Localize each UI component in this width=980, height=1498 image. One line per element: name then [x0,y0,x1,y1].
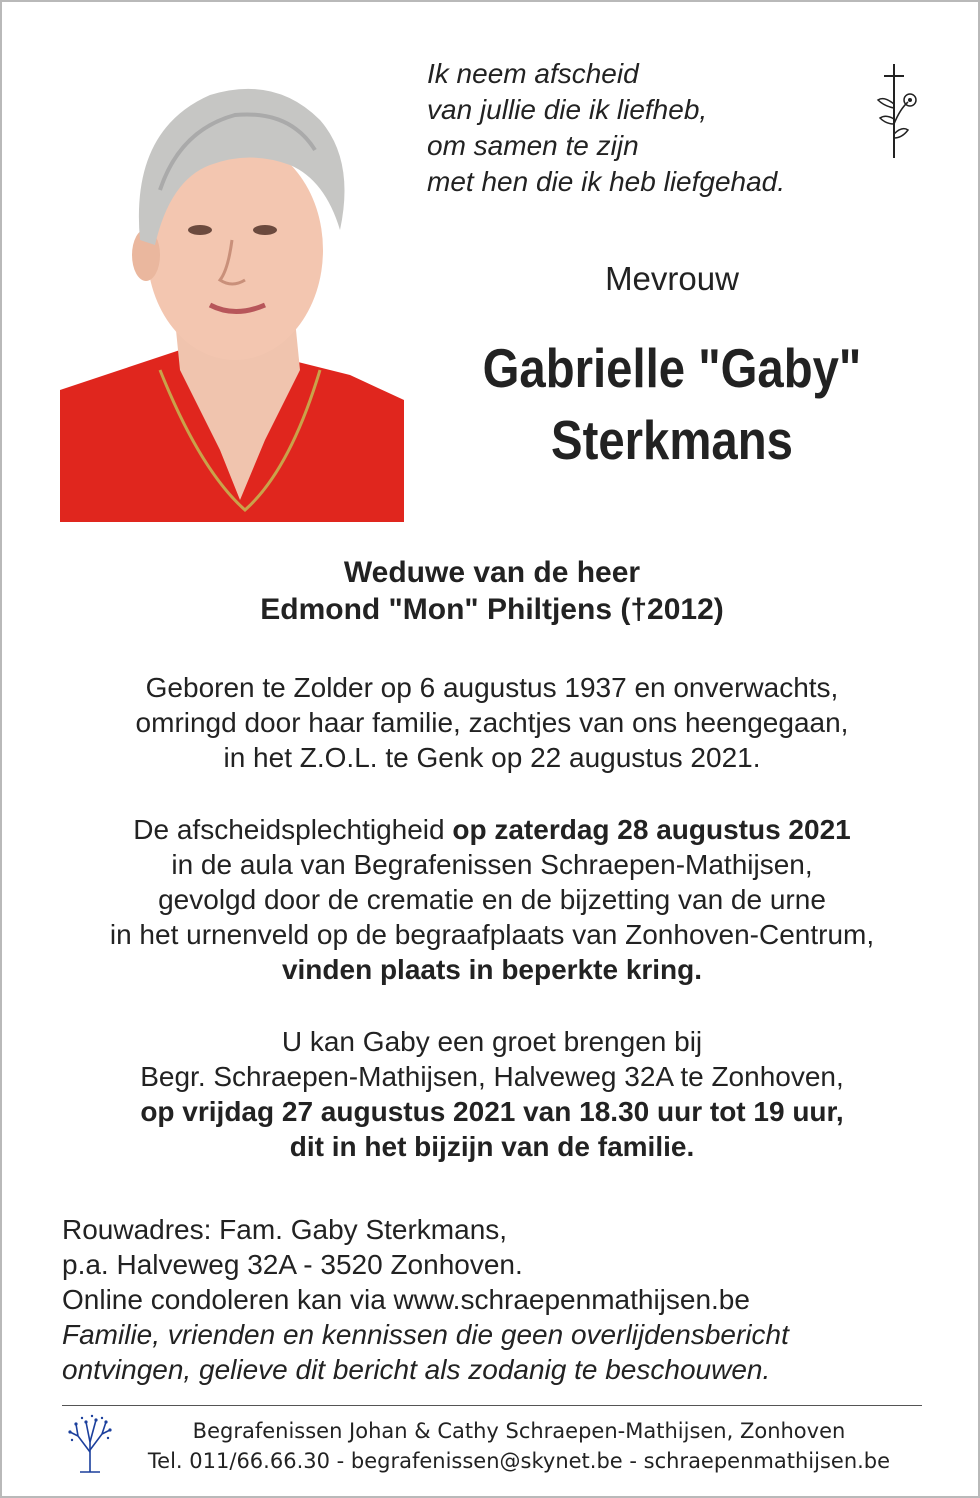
condolence-link[interactable]: Online condoleren kan via www.schraepenmathijsen.be [62,1284,750,1315]
mourning-address [62,1212,942,1387]
poem-line: om samen te zijn [427,130,639,161]
funeral-home-contact: Tel. 011/66.66.30 - begrafenissen@skynet.be - schraepenmathijsen.be [147,1449,891,1473]
salutation: Mevrouw [605,260,739,297]
portrait-photo [60,70,404,522]
visitation-line: Begr. Schraepen-Mathijsen, Halveweg 32A te Zonhoven, [140,1061,844,1092]
birth-death-line: Geboren te Zolder op 6 augustus 1937 en onverwachts, [145,672,839,703]
widow-line-2: Edmond "Mon" Philtjens (†2012) [260,593,724,626]
name-line-1: Gabrielle "Gaby" [482,337,862,399]
widow-line-1: Weduwe van de heer [343,556,641,589]
ceremony-line-1 [2,812,980,847]
notice-line: Familie, vrienden en kennissen die geen overlijdensbericht [62,1319,789,1350]
visitation-line: U kan Gaby een groet brengen bij [281,1026,703,1057]
birth-death-line: omringd door haar familie, zachtjes van ons heengegaan, [135,707,849,738]
poem [427,56,847,200]
ceremony-line: gevolgd door de crematie en de bijzetting van de urne [158,884,826,915]
name-line-2: Sterkmans [551,409,793,471]
ceremony-date: op zaterdag 28 augustus 2021 [452,814,851,845]
funeral-home-name: Begrafenissen Johan & Cathy Schraepen-Mathijsen, Zonhoven [192,1419,846,1443]
widow-notice [2,554,980,628]
visitation-paragraph [2,1024,980,1164]
funeral-home-footer [114,1416,924,1476]
birth-death-line: in het Z.O.L. te Genk op 22 augustus 2021. [223,742,761,773]
tree-logo-icon [66,1412,114,1476]
ceremony-line: in het urnenveld op de begraafplaats van Zonhoven-Centrum, [109,919,875,950]
poem-line: Ik neem afscheid [427,58,639,89]
ceremony-paragraph [2,812,980,987]
notice-line: ontvingen, gelieve dit bericht als zodanig te beschouwen. [62,1354,771,1385]
poem-line: met hen die ik heb liefgehad. [427,166,786,197]
poem-line: van jullie die ik liefheb, [427,94,708,125]
ceremony-prefix: De afscheidsplechtigheid [133,814,453,845]
footer-divider [62,1405,922,1406]
ceremony-line: in de aula van Begrafenissen Schraepen-Mathijsen, [171,849,813,880]
visitation-time: op vrijdag 27 augustus 2021 van 18.30 uur tot 19 uur, [140,1096,844,1127]
visitation-family: dit in het bijzijn van de familie. [289,1131,695,1162]
cross-with-flower-icon [870,64,926,162]
ceremony-restriction: vinden plaats in beperkte kring. [281,954,703,985]
address-line: p.a. Halveweg 32A - 3520 Zonhoven. [62,1249,523,1280]
birth-death-paragraph [2,670,980,775]
address-line: Rouwadres: Fam. Gaby Sterkmans, [62,1214,508,1245]
deceased-name [457,332,887,476]
